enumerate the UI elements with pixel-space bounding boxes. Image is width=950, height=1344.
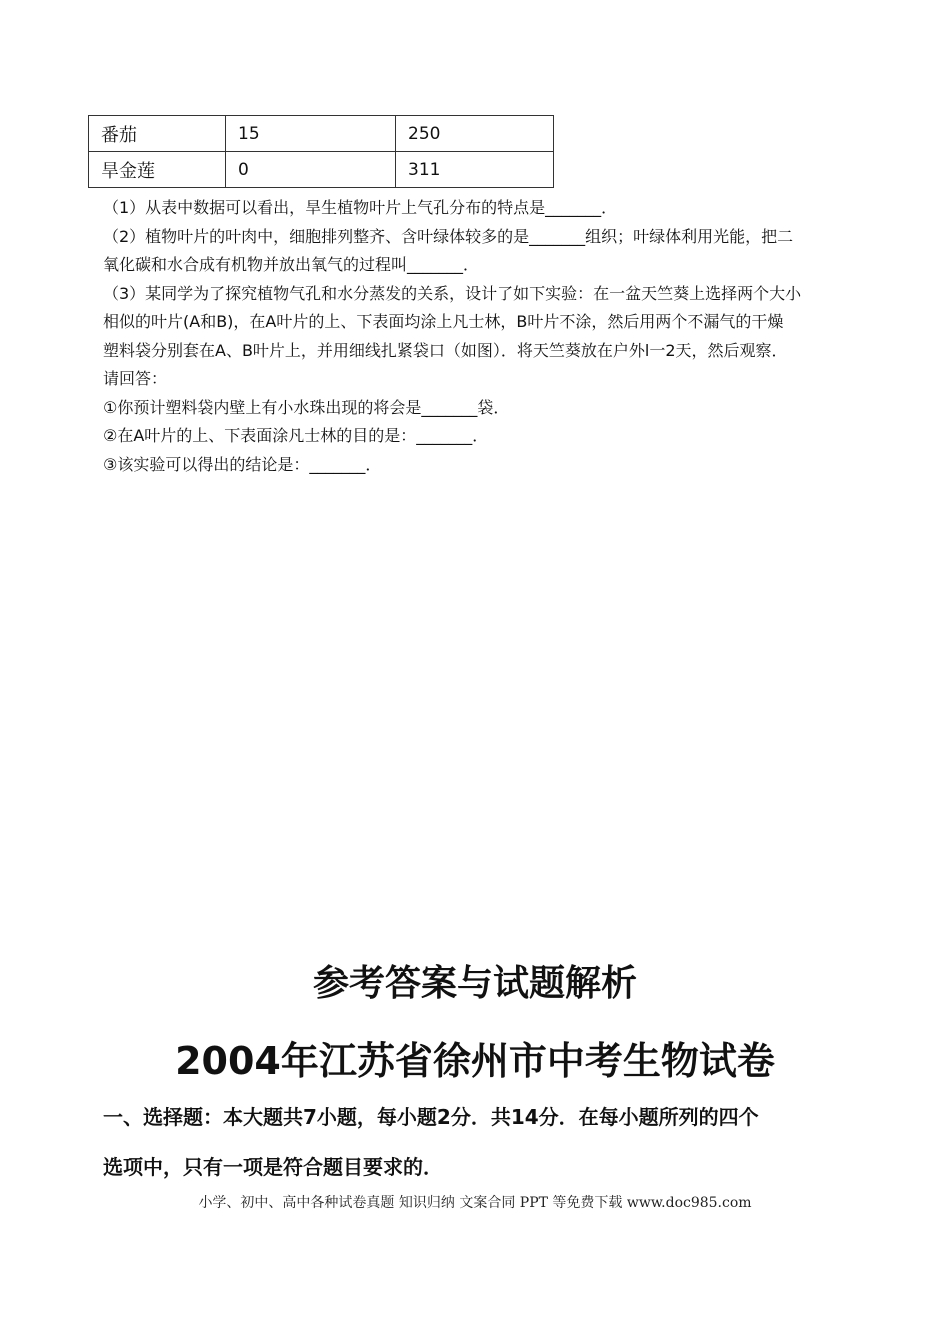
- sub-question-1: ①你预计塑料袋内壁上有小水珠出现的将会是_______袋．: [103, 398, 510, 417]
- answers-title: 参考答案与试题解析: [312, 963, 637, 1004]
- question-1: （1）从表中数据可以看出，旱生植物叶片上气孔分布的特点是_______．: [103, 198, 618, 217]
- table-cell: 旱金莲: [89, 152, 226, 188]
- footer-text: 小学、初中、高中各种试卷真题 知识归纳 文案合同 PPT 等免费下载 www.doc985.com: [198, 1195, 752, 1211]
- table-cell: 0: [226, 152, 396, 188]
- sub-question-3: ③该实验可以得出的结论是：_______．: [103, 455, 382, 474]
- table-cell: 番茄: [89, 116, 226, 152]
- question-3-line-2: 相似的叶片(A和B)，在A叶片的上、下表面均涂上凡士林，B叶片不涂，然后用两个不漏气的干燥: [103, 312, 784, 331]
- table-row: [89, 116, 554, 152]
- table-cell: 250: [396, 116, 554, 152]
- table-cell: 311: [396, 152, 554, 188]
- question-2-line-1: （2）植物叶片的叶肉中，细胞排列整齐、含叶绿体较多的是_______组织；叶绿体利用光能，把二: [103, 227, 794, 246]
- section-heading-line-2: 选项中，只有一项是符合题目要求的．: [103, 1155, 443, 1179]
- table-cell: 15: [226, 116, 396, 152]
- question-3-line-1: （3）某同学为了探究植物气孔和水分蒸发的关系，设计了如下实验：在一盆天竺葵上选择两个大小: [103, 284, 802, 303]
- section-heading-line-1: 一、选择题：本大题共7小题，每小题2分．共14分．在每小题所列的四个: [103, 1105, 759, 1129]
- question-2-line-2: 氧化碳和水合成有机物并放出氧气的过程叫_______．: [103, 255, 480, 274]
- question-3-line-3: 塑料袋分别套在A、B叶片上，并用细线扎紧袋口（如图）．将天竺葵放在户外l一2天，然后观察．: [103, 341, 788, 360]
- exam-title: 2004年江苏省徐州市中考生物试卷: [175, 1039, 775, 1083]
- sub-question-2: ②在A叶片的上、下表面涂凡士林的目的是：_______．: [103, 426, 489, 445]
- table-row: [89, 152, 554, 188]
- question-3-line-4: 请回答：: [103, 369, 168, 388]
- stomata-table: [88, 115, 554, 188]
